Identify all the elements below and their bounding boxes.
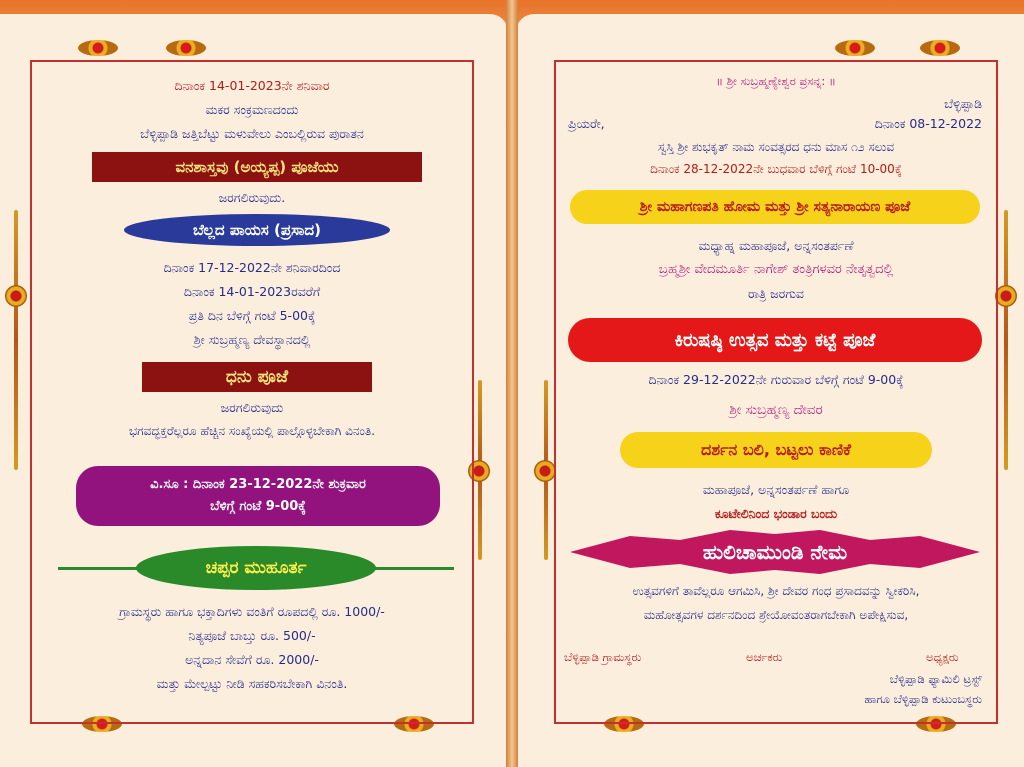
right-line: ದಿನಾಂಕ 29-12-2022ನೇ ಗುರುವಾರ ಬೆಳಿಗ್ಗೆ ಗಂಟೆ 9-00ಕ್ಕೆ — [648, 372, 904, 387]
left-date: ದಿನಾಂಕ 14-01-2023ನೇ ಶನಿವಾರ — [174, 78, 330, 93]
ornament-icon — [920, 40, 960, 56]
right-greeting: ಪ್ರಿಯರೇ, — [568, 116, 605, 131]
right-date: ದಿನಾಂಕ 08-12-2022 — [874, 116, 982, 131]
signature-president: ಅಧ್ಯಕ್ಷರು — [926, 650, 959, 664]
right-line: ಕೂಟೇಲಿನಿಂದ ಭಂಡಾರ ಬಂದು — [714, 506, 838, 521]
banner-bellada-payasa: ಬೆಲ್ಲದ ಪಾಯಸ (ಪ್ರಸಾದ) — [124, 214, 390, 246]
right-line: ರಾತ್ರಿ ಜರಗುವ — [748, 286, 804, 301]
ornament-knot-icon — [995, 285, 1017, 307]
right-line: ಶ್ರೀ ಸುಬ್ರಹ್ಮಣ್ಯ ದೇವರ — [729, 402, 823, 418]
right-place: ಬೆಳ್ಳಿಪ್ಪಾಡಿ — [944, 96, 982, 111]
banner-chappara-muhurtha: ಚಪ್ಪರ ಮುಹೂರ್ತ — [136, 546, 376, 590]
left-line: ಭಗವದ್ಭಕ್ತರೆಲ್ಲರೂ ಹೆಚ್ಚಿನ ಸಂಖ್ಯೆಯಲ್ಲಿ ಪಾಲ್ಗೊಳ್ಳಬೇಕಾಗಿ ವಿನಂತಿ. — [128, 424, 376, 438]
note-line: ಬೆಳಿಗ್ಗೆ ಗಂಟೆ 9-00ಕ್ಕೆ — [210, 499, 306, 514]
banner-hulichamundi: ಹುಲಿಚಾಮುಂಡಿ ನೇಮ — [702, 540, 848, 564]
book-spine — [506, 0, 518, 767]
left-line: ನಿತ್ಯಪೂಜೆ ಬಾಬ್ತು ರೂ. 500/- — [188, 628, 316, 643]
signature-trust: ಬೆಳ್ಳಿಪ್ಪಾಡಿ ಫ್ಯಾಮಿಲಿ ಟ್ರಸ್ಟ್ — [889, 672, 982, 686]
right-line: ಮಹೋತ್ಸವಗಳ ದರ್ಶನದಿಂದ ಶ್ರೇಯೋವಂತರಾಗಬೇಕಾಗಿ ಅಪೇಕ್ಷಿಸುವ, — [643, 608, 909, 622]
left-line: ದಿನಾಂಕ 14-01-2023ರವರೆಗೆ — [183, 284, 321, 299]
right-line: ಬ್ರಹ್ಮಶ್ರೀ ವೇದಮೂರ್ತಿ ನಾಗೇಶ್ ತಂತ್ರಿಗಳವರ ನೇತೃತ್ವದಲ್ಲಿ — [658, 262, 894, 277]
right-line: ಮಧ್ಯಾಹ್ನ ಮಹಾಪೂಜೆ, ಅನ್ನಸಂತರ್ಪಣೆ — [698, 238, 854, 253]
left-line: ಶ್ರೀ ಸುಬ್ರಹ್ಮಣ್ಯ ದೇವಸ್ಥಾನದಲ್ಲಿ — [193, 332, 311, 347]
banner-kirushashti: ಕಿರುಷಷ್ಠಿ ಉತ್ಸವ ಮತ್ತು ಕಟ್ಟೆ ಪೂಜೆ — [568, 318, 982, 362]
right-header: ॥ ಶ್ರೀ ಸುಬ್ರಹ್ಮಣ್ಯೇಶ್ವರ ಪ್ರಸನ್ನ: ॥ — [716, 74, 836, 88]
note-line: ವಿ.ಸೂ : ದಿನಾಂಕ 23-12-2022ನೇ ಶುಕ್ರವಾರ — [150, 477, 366, 492]
left-frame — [30, 60, 474, 724]
signature-priests: ಅರ್ಚಕರು — [746, 650, 783, 664]
ornament-icon — [78, 40, 118, 56]
signature-villagers: ಬೆಳ್ಳಿಪ್ಪಾಡಿ ಗ್ರಾಮಸ್ಥರು — [564, 650, 642, 664]
left-line: ದಿನಾಂಕ 17-12-2022ನೇ ಶನಿವಾರದಿಂದ — [163, 260, 341, 275]
vine-icon — [1004, 210, 1008, 470]
right-line: ಸ್ವಸ್ತಿ ಶ್ರೀ ಶುಭಕೃತ್ ನಾಮ ಸಂವತ್ಸರದ ಧನು ಮಾಸ ೧೨ ಸಲುವ — [657, 140, 895, 154]
signature-family: ಹಾಗೂ ಬೆಳ್ಳಿಪ್ಪಾಡಿ ಕುಟುಂಬಸ್ಥರು — [864, 692, 982, 706]
right-frame — [554, 60, 998, 724]
left-line: ಜರಗಲಿರುವುದು. — [218, 190, 286, 205]
left-line: ಮತ್ತು ಮೇಲ್ಪಟ್ಟು ನೀಡಿ ಸಹಕರಿಸಬೇಕಾಗಿ ವಿನಂತಿ. — [156, 676, 348, 691]
note-box — [76, 466, 440, 526]
banner-dhanu-pooje: ಧನು ಪೂಜೆ — [142, 362, 372, 392]
left-line: ಬೆಳ್ಳಿಪ್ಪಾಡಿ ಜತ್ತಿಬೆಟ್ಟು ಮಳುವೇಲು ಎಂಬಲ್ಲಿರುವ ಪುರಾತನ — [140, 126, 364, 141]
ornament-knot-icon — [534, 460, 556, 482]
right-line: ದಿನಾಂಕ 28-12-2022ನೇ ಬುಧವಾರ ಬೆಳಿಗ್ಗೆ ಗಂಟೆ 10-00ಕ್ಕೆ — [650, 162, 902, 176]
ornament-knot-icon — [5, 285, 27, 307]
left-line: ಮಕರ ಸಂಕ್ರಮಣದಂದು — [205, 102, 299, 117]
left-line: ಜರಗಲಿರುವುದು — [220, 400, 284, 415]
right-line: ಮಹಾಪೂಜೆ, ಅನ್ನಸಂತರ್ಪಣೆ ಹಾಗೂ — [702, 482, 850, 497]
left-line: ಪ್ರತಿ ದಿನ ಬೆಳಿಗ್ಗೆ ಗಂಟೆ 5-00ಕ್ಕೆ — [188, 308, 316, 323]
ornament-icon — [166, 40, 206, 56]
left-line: ಗ್ರಾಮಸ್ಥರು ಹಾಗೂ ಭಕ್ತಾದಿಗಳು ವಂತಿಗೆ ರೂಪದಲ್ಲಿ ರೂ. 1000/- — [119, 604, 385, 619]
ornament-icon — [835, 40, 875, 56]
banner-vanashastavu: ವನಶಾಸ್ತವು (ಅಯ್ಯಪ್ಪ) ಪೂಜೆಯು — [92, 152, 422, 182]
burst-banner — [570, 528, 980, 576]
banner-darshana-bali: ದರ್ಶನ ಬಲಿ, ಬಟ್ಟಲು ಕಾಣಿಕೆ — [620, 432, 932, 468]
right-line: ಉತ್ಸವಗಳಿಗೆ ತಾವೆಲ್ಲರೂ ಆಗಮಿಸಿ, ಶ್ರೀ ದೇವರ ಗಂಧ ಪ್ರಸಾದವನ್ನು ಸ್ವೀಕರಿಸಿ, — [632, 584, 920, 598]
banner-ganapathi-homa: ಶ್ರೀ ಮಹಾಗಣಪತಿ ಹೋಮ ಮತ್ತು ಶ್ರೀ ಸತ್ಯನಾರಾಯಣ ಪೂಜೆ — [570, 190, 980, 224]
vine-icon — [14, 210, 18, 470]
left-line: ಅನ್ನದಾನ ಸೇವೆಗೆ ರೂ. 2000/- — [185, 652, 319, 667]
